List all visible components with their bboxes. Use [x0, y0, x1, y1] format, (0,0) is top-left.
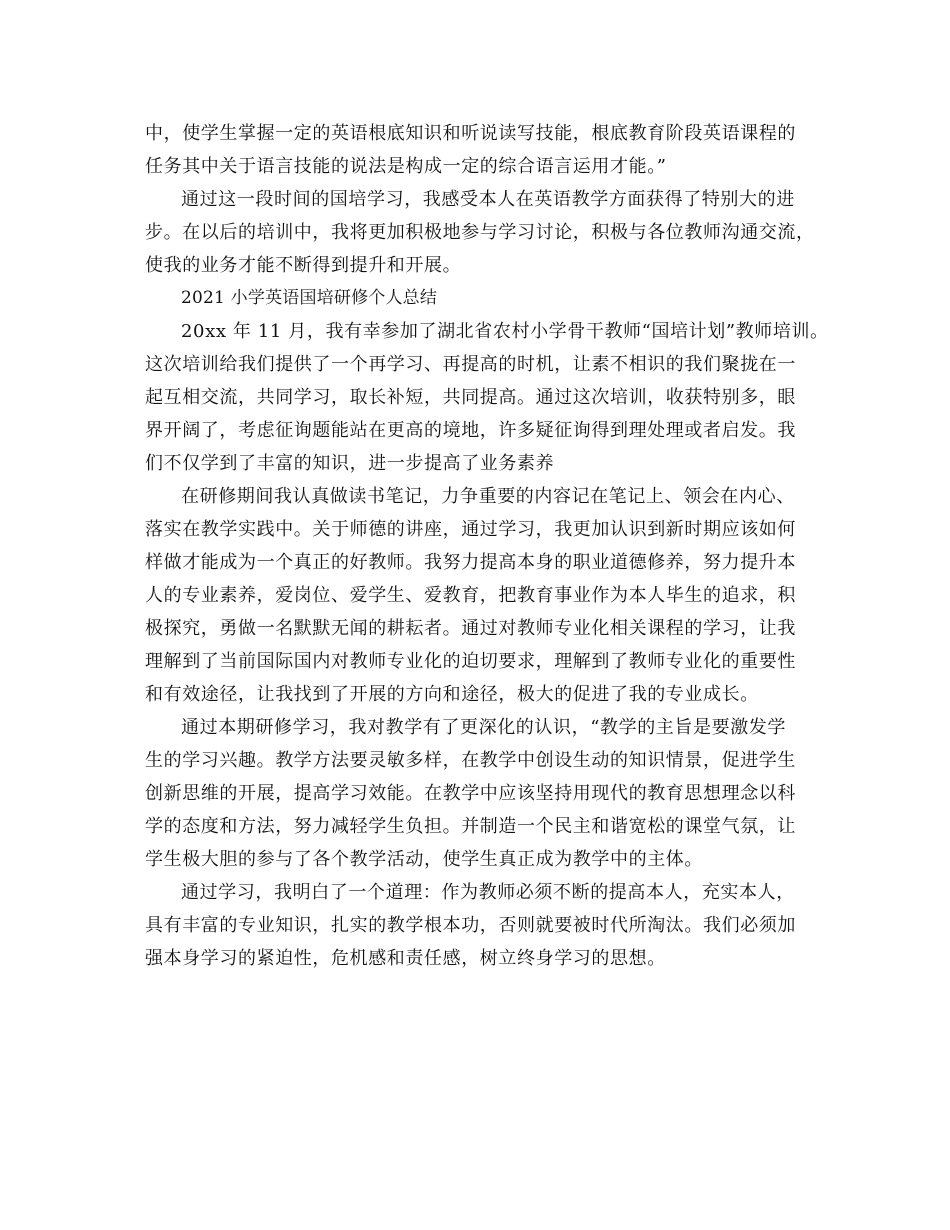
text-line: 理解到了当前国际国内对教师专业化的迫切要求，理解到了教师专业化的重要性: [145, 651, 796, 672]
text-line: 强本身学习的紧迫性，危机感和责任感，树立终身学习的思想。: [145, 948, 666, 969]
text-line: 极探究，勇做一名默默无闻的耕耘者。通过对教师专业化相关课程的学习，让我: [145, 618, 796, 639]
paragraph-start-line: 通过学习，我明白了一个道理：作为教师必须不断的提高本人，充实本人，: [181, 882, 795, 903]
text-line: 们不仅学到了丰富的知识，进一步提高了业务素养: [145, 453, 555, 474]
text-line: 样做才能成为一个真正的好教师。我努力提高本身的职业道德修养，努力提升本: [145, 552, 796, 573]
text-line: 学的态度和方法，努力减轻学生负担。并制造一个民主和谐宽松的课堂气氛，让: [145, 816, 796, 837]
text-line: 使我的业务才能不断得到提升和开展。: [145, 255, 462, 276]
text-line: 任务其中关于语言技能的说法是构成一定的综合语言运用才能。”: [145, 156, 667, 177]
text-line: 生的学习兴趣。教学方法要灵敏多样，在教学中创设生动的知识情景，促进学生: [145, 750, 796, 771]
section-heading: 2021 小学英语国培研修个人总结: [181, 288, 438, 308]
text-line: 落实在教学实践中。关于师德的讲座，通过学习，我更加认识到新时期应该如何: [145, 519, 796, 540]
text-line: 步。在以后的培训中，我将更加积极地参与学习讨论，积极与各位教师沟通交流，: [145, 222, 815, 243]
paragraph-start-line: 通过本期研修学习，我对教学有了更深化的认识，“教学的主旨是要激发学: [181, 717, 786, 738]
text-line: 界开阔了，考虑征询题能站在更高的境地，许多疑征询得到理处理或者启发。我: [145, 420, 796, 441]
text-line: 具有丰富的专业知识，扎实的教学根本功，否则就要被时代所淘汰。我们必须加: [145, 915, 796, 936]
paragraph-start-line: 在研修期间我认真做读书笔记，力争重要的内容记在笔记上、领会在内心、: [181, 486, 795, 507]
text-line: 这次培训给我们提供了一个再学习、再提高的时机，让素不相识的我们聚拢在一: [145, 354, 796, 375]
text-line: 人的专业素养，爱岗位、爱学生、爱教育，把教育事业作为本人毕生的追求，积: [145, 585, 796, 606]
text-line: 和有效途径，让我找到了开展的方向和途径，极大的促进了我的专业成长。: [145, 684, 759, 705]
paragraph-start-line: 通过这一段时间的国培学习，我感受本人在英语教学方面获得了特别大的进: [181, 189, 795, 210]
document-body: [145, 117, 835, 975]
text-line: 中，使学生掌握一定的英语根底知识和听说读写技能，根底教育阶段英语课程的: [145, 123, 796, 144]
text-line: 学生极大胆的参与了各个教学活动，使学生真正成为教学中的主体。: [145, 849, 703, 870]
text-line: 起互相交流，共同学习，取长补短，共同提高。通过这次培训，收获特别多，眼: [145, 387, 796, 408]
paragraph-start-line: 20xx 年 11 月，我有幸参加了湖北省农村小学骨干教师“国培计划”教师培训。: [181, 321, 829, 342]
text-line: 创新思维的开展，提高学习效能。在教学中应该坚持用现代的教育思想理念以科: [145, 783, 796, 804]
